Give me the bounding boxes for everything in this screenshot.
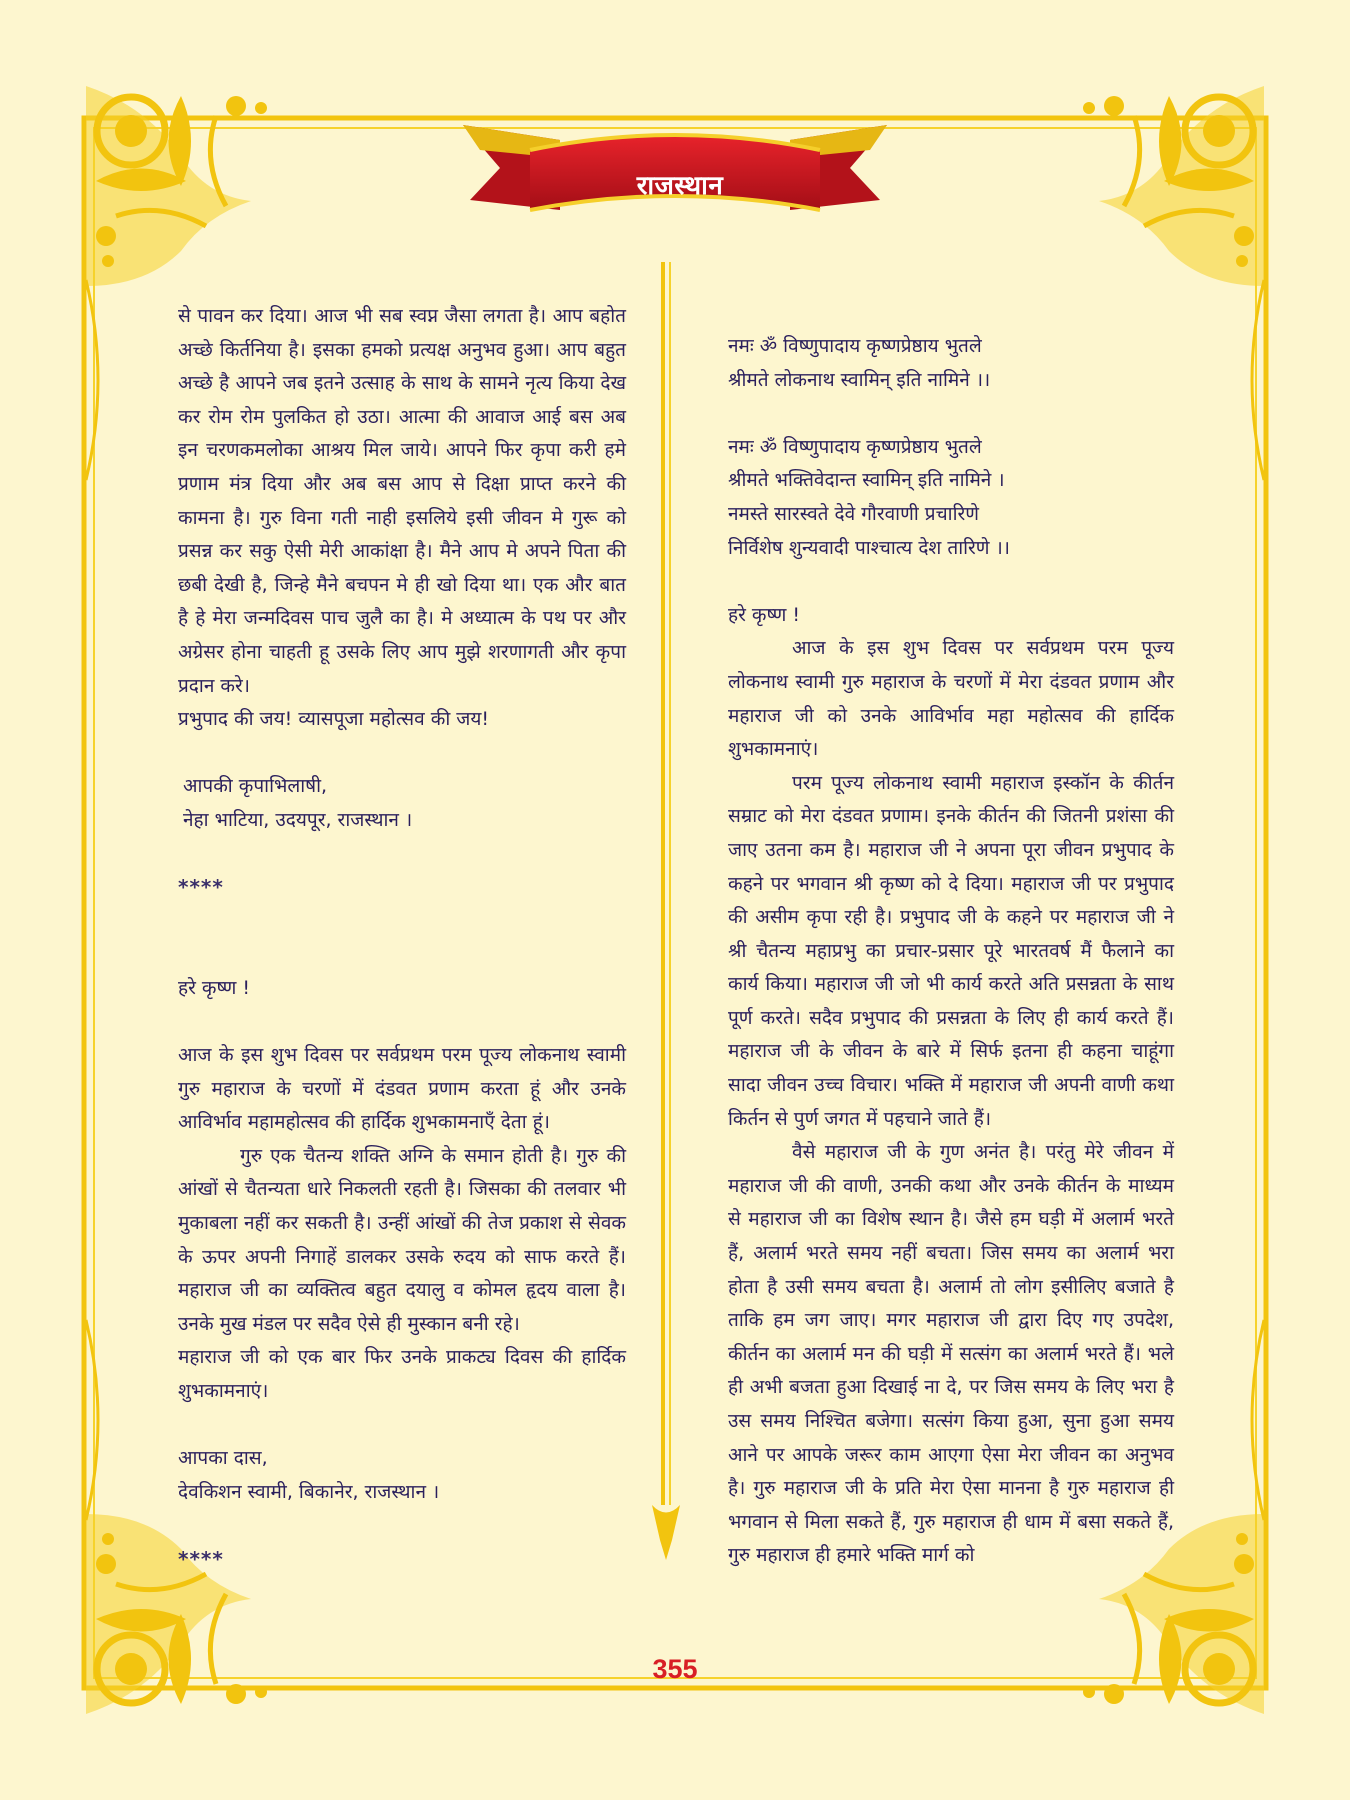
intro-paragraph: से पावन कर दिया। आज भी सब स्वप्न जैसा लगता है। आप बहोत अच्छे किर्तनिया है। इसका हमको प्रत्यक्ष अनुभव हुआ। आप बहुत अच्छे है आपने जब इतने उत्साह के साथ के सामने नृत्य किया देख कर रोम रोम पुलकित हो उठा। आत्मा की आवाज आई बस अब इन चरणकमलोका आश्रय मिल जाये। आपने फिर कृपा करी हमे प्रणाम मंत्र दिया और अब बस आप से दिक्षा प्राप्त करने की कामना है। गुरु विना गती नाही इसलिये इसी जीवन मे गुरू को प्रसन्न कर सकु ऐसी मेरी आकांक्षा है। मैने आप मे अपने पिता की छबी देखी है, जिन्हे मैने बचपन मे ही खो दिया था। एक और बात है हे मेरा जन्मदिवस पाच जुलै का है। मे अध्यात्म के पथ पर और अग्रेसर होना चाहती हू उसके लिए आप मुझे शरणागती और कृपा प्रदान करे। [178, 305, 626, 697]
jaya-line: प्रभुपाद की जय! व्यासपूजा महोत्सव की जय! [178, 708, 490, 731]
paragraph: आज के इस शुभ दिवस पर सर्वप्रथम परम पूज्य लोकनाथ स्वामी गुरु महाराज के चरणों में मेरा दंडवत प्रणाम और महाराज जी को उनके आविर्भाव महा महोत्सव की हार्दिक शुभकामनाएं। [728, 637, 1174, 761]
greeting: हरे कृष्ण ! [178, 976, 251, 999]
paragraph: परम पूज्य लोकनाथ स्वामी महाराज इस्कॉन के कीर्तन सम्राट को मेरा दंडवत प्रणाम। इनके कीर्तन की जितनी प्रशंसा की जाए उतना कम है। महाराज जी ने अपना पूरा जीवन प्रभुपाद के कहने पर भगवान श्री कृष्ण को दे दिया। महाराज जी पर प्रभुपाद की असीम कृपा रही है। प्रभुपाद जी के कहने पर महाराज जी ने श्री चैतन्य महाप्रभु का प्रचार-प्रसार पूरे भारतवर्ष मैं फैलाने का कार्य किया। महाराज जी जो भी कार्य करते अति प्रसन्नता के साथ पूर्ण करते। सदैव प्रभुपाद की प्रसन्नता के लिए ही कार्य करते हैं। महाराज जी के जीवन के बारे में सिर्फ इतना ही कहना चाहूंगा सादा जीवन उच्च विचार। भक्ति में महाराज जी अपनी वाणी कथा किर्तन से पुर्ण जगत में पहचाने जाते हैं। [728, 771, 1174, 1130]
page-number: 355 [652, 1654, 698, 1684]
mantra-line: नमः ॐ विष्णुपादाय कृष्णप्रेष्ठाय भुतले [728, 435, 982, 458]
mantra-line: नमस्ते सारस्वते देवे गौरवाणी प्रचारिणे [728, 502, 980, 525]
signature-line: नेहा भाटिया, उदयपूर, राजस्थान । [183, 808, 413, 831]
section-title: राजस्थान [636, 171, 724, 201]
paragraph: गुरु एक चैतन्य शक्ति अग्नि के समान होती है। गुरु की आंखों से चैतन्यता धारे निकलती रहती है। जिसका की तलवार भी मुकाबला नहीं कर सकती है। उन्हीं आंखों की तेज प्रकाश से सेवक के ऊपर अपनी निगाहें डालकर उसके रुदय को साफ करते हैं। महाराज जी का व्यक्तित्व बहुत दयालु व कोमल हृदय वाला है। उनके मुख मंडल पर सदैव ऐसे ही मुस्कान बनी रहे। [178, 1144, 626, 1335]
paragraph: महाराज जी को एक बार फिर उनके प्राकट्य दिवस की हार्दिक शुभकामनाएं। [178, 1346, 626, 1402]
separator-stars: **** [178, 875, 224, 900]
closing-line: आपकी कृपाभिलाषी, [183, 775, 328, 798]
paragraph: वैसे महाराज जी के गुण अनंत है। परंतु मेरे जीवन में महाराज जी की वाणी, उनकी कथा और उनके कीर्तन के माध्यम से महाराज जी का विशेष स्थान है। जैसे हम घड़ी में अलार्म भरते हैं, अलार्म भरते समय नहीं बचता। जिस समय का अलार्म भरा होता है उसी समय बचता है। अलार्म तो लोग इसीलिए बजाते है ताकि हम जग जाए। मगर महाराज जी द्वारा दिए गए उपदेश, कीर्तन का अलार्म मन की घड़ी में सत्संग का अलार्म भरते हैं। भले ही अभी बजता हुआ दिखाई ना दे, पर जिस समय के लिए भरा है उस समय निश्चित बजेगा। सत्संग किया हुआ, सुना हुआ समय आने पर आपके जरूर काम आएगा ऐसा मेरा जीवन का अनुभव है। गुरु महाराज जी के प्रति मेरा ऐसा मानना है गुरु महाराज ही भगवान से मिला सकते हैं, गुरु महाराज ही धाम में बसा सकते हैं, गुरु महाराज ही हमारे भक्ति मार्ग को [728, 1141, 1174, 1567]
left-column [178, 300, 626, 1577]
right-column [728, 330, 1174, 1573]
greeting: हरे कृष्ण ! [728, 603, 801, 626]
paragraph: आज के इस शुभ दिवस पर सर्वप्रथम परम पूज्य लोकनाथ स्वामी गुरु महाराज के चरणों में दंडवत प्रणाम करता हूं और उनके आविर्भाव महामहोत्सव की हार्दिक शुभकामनाएँ देता हूं। [178, 1044, 626, 1134]
signature-line: देवकिशन स्वामी, बिकानेर, राजस्थान । [178, 1480, 440, 1503]
mantra-line: निर्विशेष शुन्यवादी पाश्चात्य देश तारिणे ।। [728, 536, 1010, 559]
mantra-line: श्रीमते लोकनाथ स्वामिन् इति नामिने ।। [728, 368, 991, 391]
separator-stars: **** [178, 1546, 224, 1571]
mantra-line: नमः ॐ विष्णुपादाय कृष्णप्रेष्ठाय भुतले [728, 335, 982, 357]
mantra-line: श्रीमते भक्तिवेदान्त स्वामिन् इति नामिने । [728, 469, 1005, 492]
closing-line: आपका दास, [178, 1447, 268, 1470]
